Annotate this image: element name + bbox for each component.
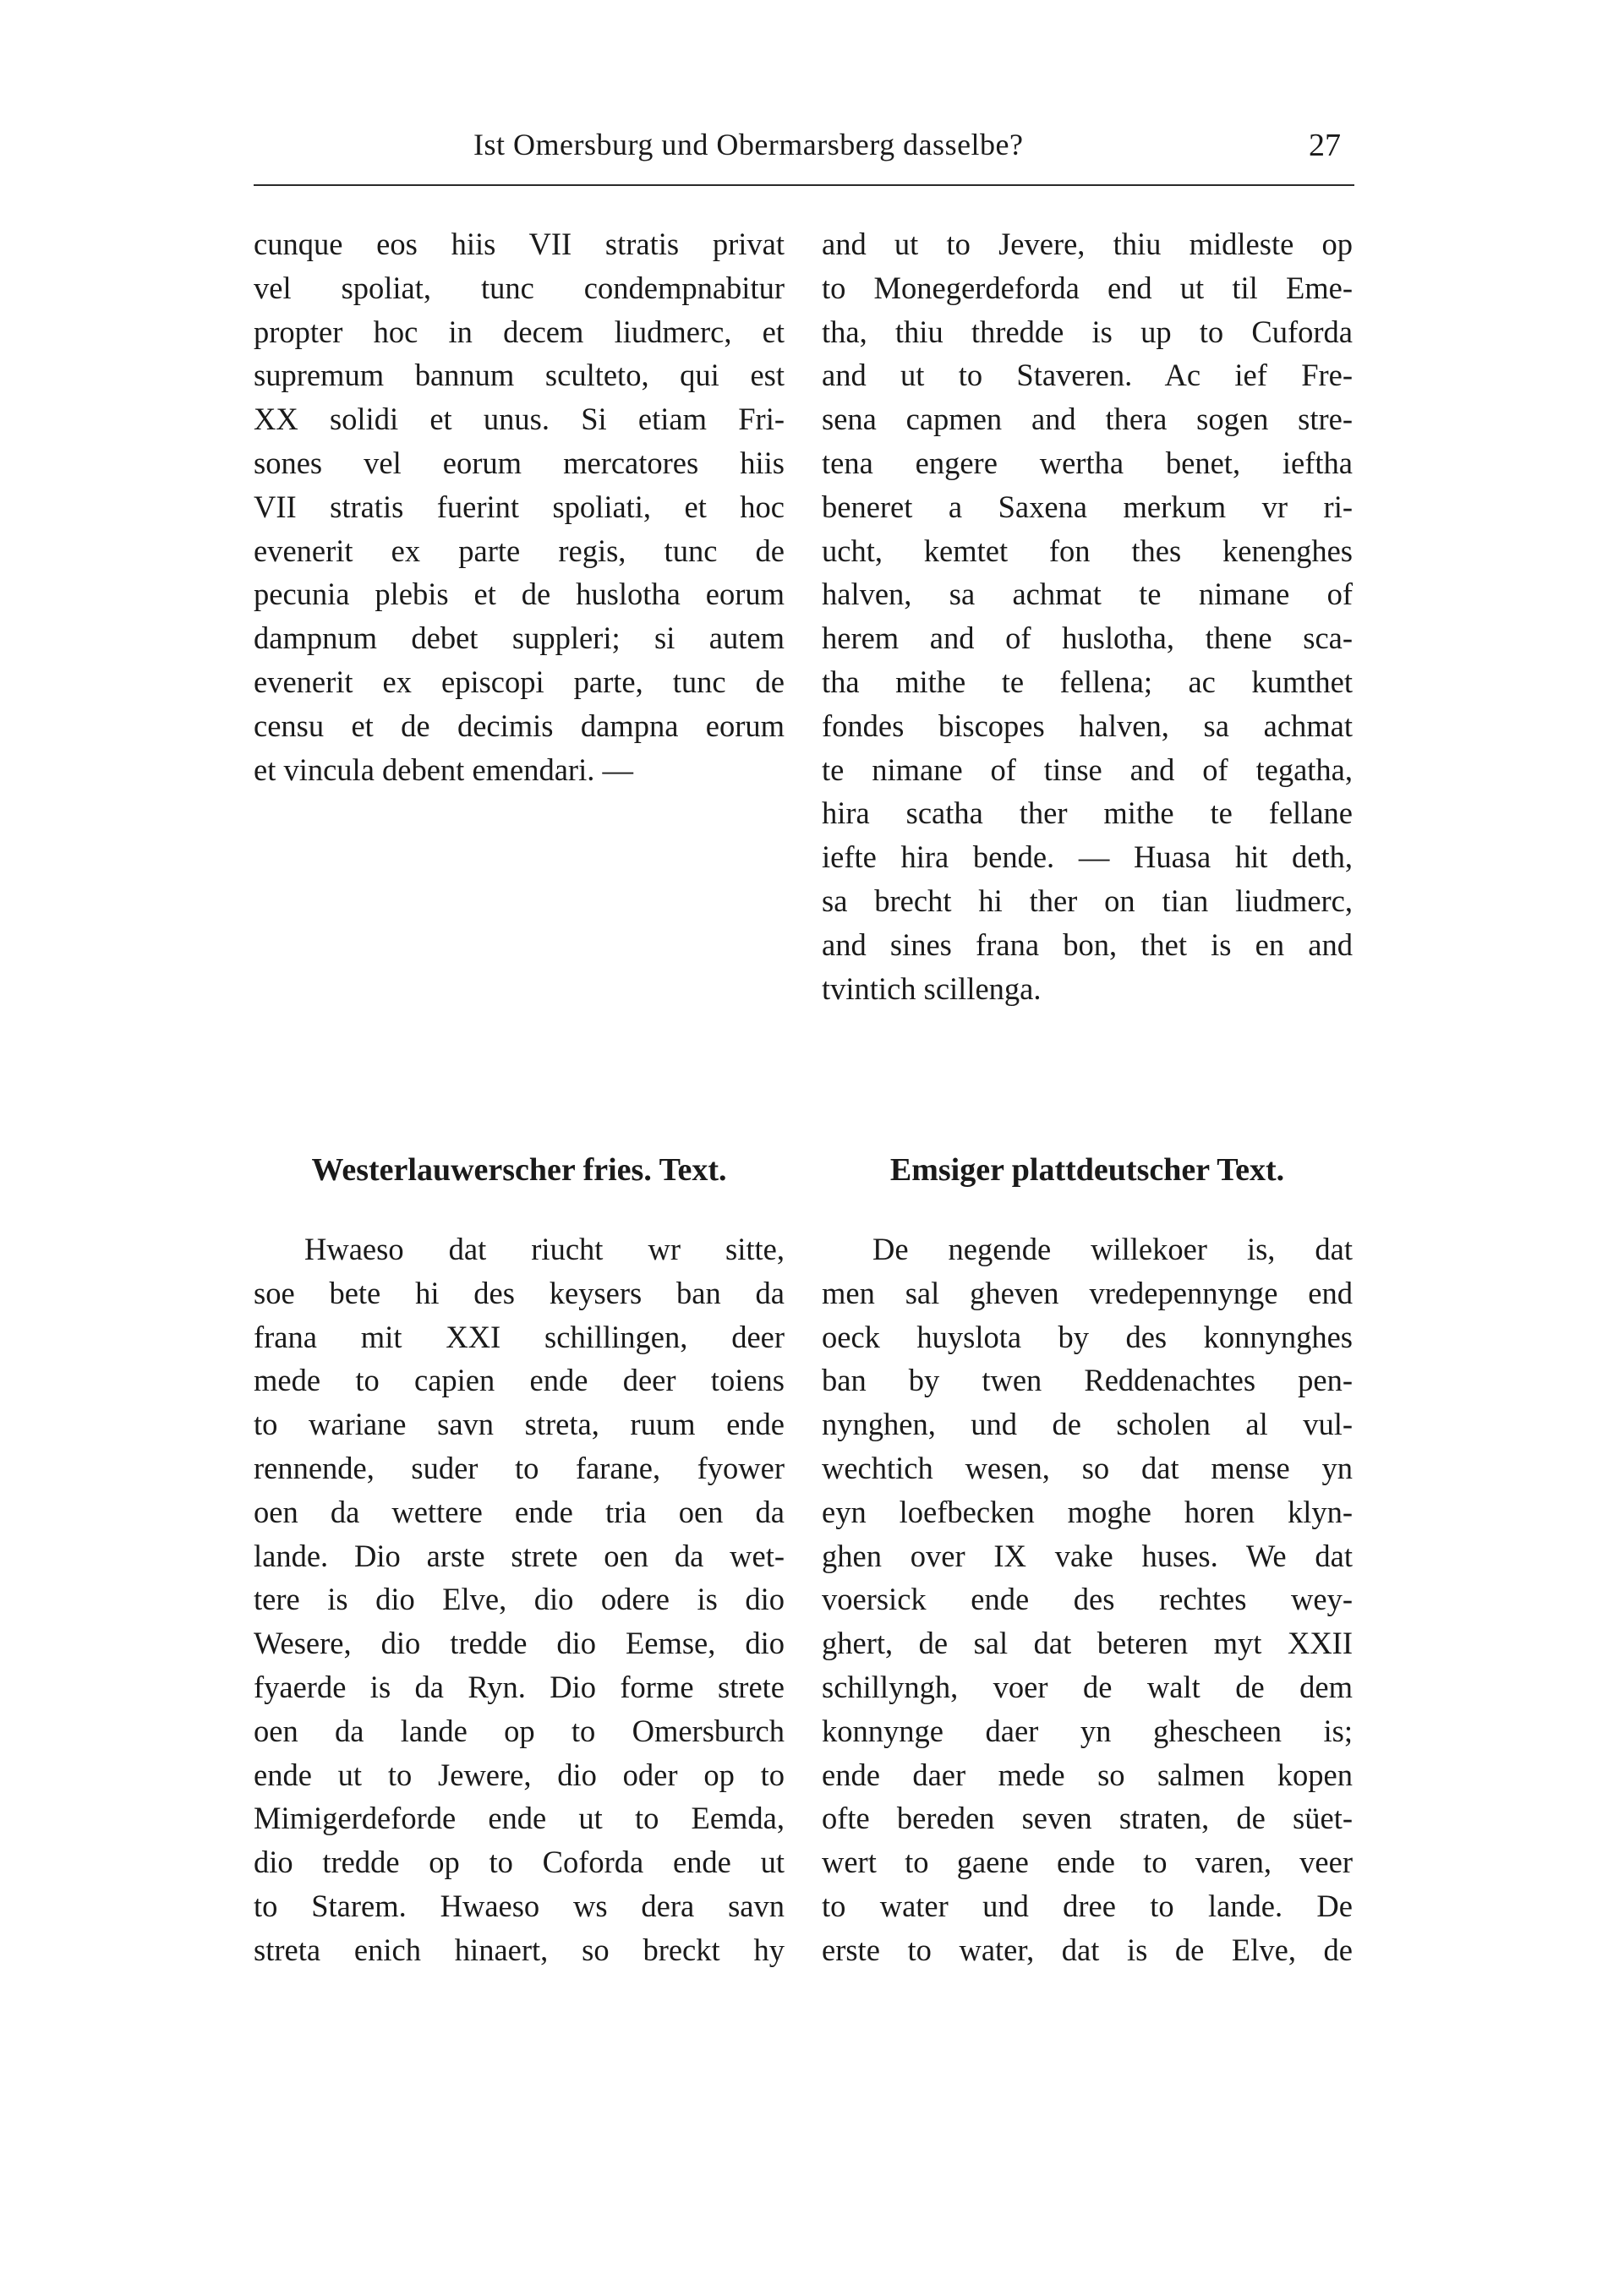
- text-line: vel spoliat, tunc condempnabitur: [254, 270, 785, 305]
- text-line: erste to water, dat is de Elve, de: [822, 1932, 1353, 1967]
- text-line: ende daer mede so salmen kopen: [822, 1757, 1353, 1792]
- text-line: propter hoc in decem liudmerc, et: [254, 314, 785, 349]
- text-line: oen da wettere ende tria oen da: [254, 1494, 785, 1529]
- header-rule: [254, 184, 1354, 186]
- text-line: sena capmen and thera sogen stre-: [822, 402, 1353, 437]
- text-line: beneret a Saxena merkum vr ri-: [822, 489, 1353, 524]
- text-line: soe bete hi des keysers ban da: [254, 1275, 785, 1310]
- text-line: rennende, suder to farane, fyower: [254, 1450, 785, 1485]
- text-line: tena engere wertha benet, ieftha: [822, 445, 1353, 480]
- text-line: herem and of huslotha, thene sca-: [822, 620, 1353, 656]
- text-line: supremum bannum sculteto, qui est: [254, 358, 785, 393]
- text-line: evenerit ex parte regis, tunc de: [254, 533, 785, 568]
- west-frisian-text-column: [254, 1227, 785, 1972]
- section-heading-emsig-low-german: Emsiger plattdeutscher Text.: [889, 1152, 1285, 1188]
- text-line: cunque eos hiis VII stratis privat: [254, 227, 785, 261]
- text-line: ucht, kemtet fon thes kenenghes: [822, 533, 1353, 568]
- emsig-text-column: [822, 1227, 1353, 1972]
- text-line: sones vel eorum mercatores hiis: [254, 445, 785, 480]
- text-line: wert to gaene ende to varen, veer: [822, 1845, 1353, 1880]
- text-line: voersick ende des rechtes wey-: [822, 1582, 1353, 1617]
- text-line: ende ut to Jewere, dio oder op to: [254, 1757, 785, 1792]
- text-line: hira scatha ther mithe te fellane: [822, 795, 1353, 831]
- old-frisian-text-column: [822, 222, 1353, 1010]
- text-line: evenerit ex episcopi parte, tunc de: [254, 664, 785, 699]
- text-line: iefte hira bende. — Huasa hit deth,: [822, 839, 1353, 875]
- text-line: dampnum debet suppleri; si autem: [254, 620, 785, 656]
- text-line: wechtich wesen, so dat mense yn: [822, 1450, 1353, 1485]
- text-line: VII stratis fuerint spoliati, et hoc: [254, 489, 785, 524]
- text-line: te nimane of tinse and of tegatha,: [822, 752, 1353, 787]
- text-line: nynghen, und de scholen al vul-: [822, 1407, 1353, 1442]
- text-line: tere is dio Elve, dio odere is dio: [254, 1582, 785, 1617]
- text-line: De negende willekoer is, dat: [872, 1232, 1353, 1266]
- text-line: lande. Dio arste strete oen da wet-: [254, 1538, 785, 1573]
- text-line: halven, sa achmat te nimane of: [822, 577, 1353, 612]
- running-header-title: Ist Omersburg und Obermarsberg dasselbe?: [473, 128, 1024, 161]
- text-line: sa brecht hi ther on tian liudmerc,: [822, 883, 1353, 918]
- text-line: oeck huyslota by des konnynghes: [822, 1319, 1353, 1354]
- text-line: pecunia plebis et de huslotha eorum: [254, 577, 785, 612]
- text-line: to wariane savn streta, ruum ende: [254, 1407, 785, 1442]
- text-line: and sines frana bon, thet is en and: [822, 927, 1353, 962]
- text-line: ofte bereden seven straten, de süet-: [822, 1801, 1353, 1836]
- text-line: to water und dree to lande. De: [822, 1888, 1353, 1923]
- text-line: Hwaeso dat riucht wr sitte,: [304, 1232, 785, 1266]
- text-line: eyn loefbecken moghe horen klyn-: [822, 1494, 1353, 1529]
- text-line: schillyngh, voer de walt de dem: [822, 1669, 1353, 1704]
- text-line: tha, thiu thredde is up to Cuforda: [822, 314, 1353, 349]
- text-line: tvintich scillenga.: [822, 970, 1042, 1006]
- text-line: dio tredde op to Coforda ende ut: [254, 1845, 785, 1880]
- text-line: men sal gheven vredepennynge end: [822, 1275, 1353, 1310]
- text-line: konnynge daer yn ghescheen is;: [822, 1713, 1353, 1748]
- text-line: Wesere, dio tredde dio Eemse, dio: [254, 1626, 785, 1661]
- text-line: oen da lande op to Omersburch: [254, 1713, 785, 1748]
- text-line: ghert, de sal dat beteren myt XXII: [822, 1626, 1353, 1661]
- text-line: et vincula debent emendari. —: [254, 752, 633, 787]
- text-line: tha mithe te fellena; ac kumthet: [822, 664, 1353, 699]
- text-line: to Starem. Hwaeso ws dera savn: [254, 1888, 785, 1923]
- section-heading-west-frisian: Westerlauwerscher fries. Text.: [311, 1152, 727, 1188]
- text-line: to Monegerdeforda end ut til Eme-: [822, 270, 1353, 305]
- text-line: and ut to Staveren. Ac ief Fre-: [822, 358, 1353, 393]
- text-line: fondes biscopes halven, sa achmat: [822, 708, 1353, 743]
- text-line: XX solidi et unus. Si etiam Fri-: [254, 402, 785, 437]
- text-line: frana mit XXI schillingen, deer: [254, 1319, 785, 1354]
- text-line: fyaerde is da Ryn. Dio forme strete: [254, 1669, 785, 1704]
- text-line: and ut to Jevere, thiu midleste op: [822, 227, 1353, 261]
- text-line: ban by twen Reddenachtes pen-: [822, 1363, 1353, 1398]
- text-line: streta enich hinaert, so breckt hy: [254, 1932, 785, 1967]
- text-line: ghen over IX vake huses. We dat: [822, 1538, 1353, 1573]
- text-line: mede to capien ende deer toiens: [254, 1363, 785, 1398]
- text-line: censu et de decimis dampna eorum: [254, 708, 785, 743]
- text-line: Mimigerdeforde ende ut to Eemda,: [254, 1801, 785, 1836]
- page-number: 27: [1309, 128, 1341, 163]
- latin-text-column: [254, 222, 785, 791]
